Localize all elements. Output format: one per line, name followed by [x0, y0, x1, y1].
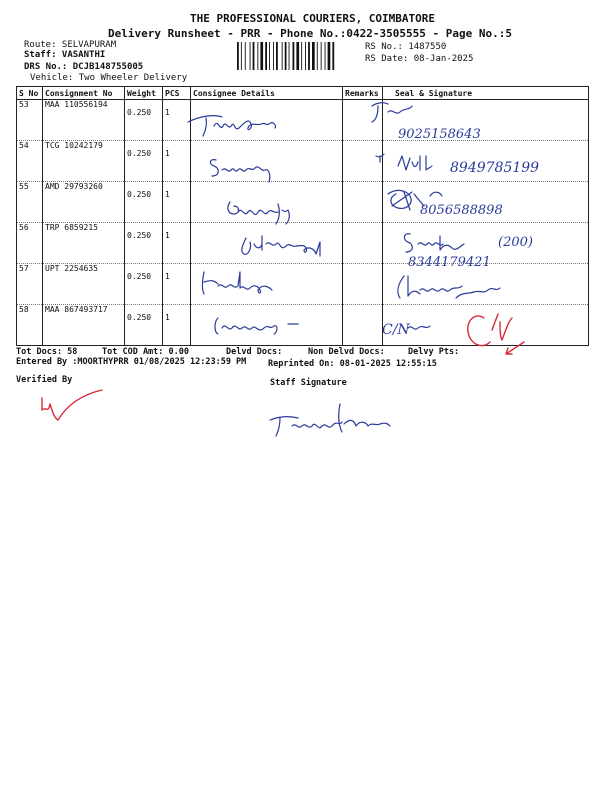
weight-value: 0.250	[127, 108, 152, 117]
non-delivered-docs: Non Delvd Docs:	[308, 347, 385, 357]
signature-row56-consignee	[242, 236, 320, 256]
delivered-docs: Delvd Docs:	[226, 347, 283, 357]
col-header-consignment: Consignment No	[43, 87, 125, 100]
cell-consignment: AMD 29793260	[43, 182, 125, 223]
signature-row58-consignee	[215, 318, 298, 334]
signature-row57-consignee	[203, 272, 273, 294]
cell-consignment: TRP 6859215	[43, 223, 125, 264]
signature-row54-seal-mark	[376, 154, 384, 162]
signature-row54-consignee	[210, 160, 269, 182]
rs-number: RS No.: 1487550	[365, 42, 447, 52]
cell-sno: 55	[17, 182, 43, 223]
col-header-sno: S No	[17, 87, 43, 100]
entered-by: Entered By :MOORTHYPRR 01/08/2025 12:23:59 PM	[16, 357, 247, 367]
handwritten-phone-row55: 8056588898	[420, 203, 503, 218]
pcs-value: 1	[165, 272, 170, 281]
signature-row54-seal	[398, 156, 432, 170]
verified-red-signature	[42, 390, 102, 420]
reprinted-on: Reprinted On: 08-01-2025 12:55:15	[268, 359, 437, 369]
col-header-seal-signature: Seal & Signature	[383, 87, 589, 100]
route-label: Route: SELVAPURAM	[24, 40, 117, 50]
pcs-value: 1	[165, 190, 170, 199]
col-header-pcs: PCS	[163, 87, 191, 100]
weight-value: 0.250	[127, 231, 152, 240]
vehicle-label: Vehicle: Two Wheeler Delivery	[30, 73, 188, 83]
cell-sno: 54	[17, 141, 43, 182]
pcs-value: 1	[165, 231, 170, 240]
red-arrow-mark	[506, 342, 524, 354]
weight-value: 0.250	[127, 190, 152, 199]
signature-row53-seal	[372, 103, 412, 122]
cell-consignment: MAA 110556194	[43, 100, 125, 141]
red-cn-mark	[468, 314, 512, 346]
staff-signature-label: Staff Signature	[270, 378, 347, 388]
pcs-value: 1	[165, 313, 170, 322]
handwritten-phone-row54: 8949785199	[450, 160, 540, 176]
handwritten-remark-row58: C/N	[382, 322, 410, 338]
cell-consignment: UPT 2254635	[43, 264, 125, 305]
cell-sno: 58	[17, 305, 43, 346]
signature-row53-consignee	[188, 116, 276, 136]
staff-signature-mark	[270, 404, 390, 436]
staff-label: Staff: VASANTHI	[24, 50, 106, 60]
weight-value: 0.250	[127, 313, 152, 322]
signature-row56-seal	[404, 234, 464, 252]
drs-number: DRS No.: DCJB148755005	[24, 62, 144, 72]
total-cod-amount: Tot COD Amt: 0.00	[102, 347, 189, 357]
cell-sno: 53	[17, 100, 43, 141]
handwritten-note-row56: (200)	[498, 235, 533, 250]
col-header-remarks: Remarks	[343, 87, 383, 100]
cell-sno: 57	[17, 264, 43, 305]
weight-value: 0.250	[127, 149, 152, 158]
signature-row55-consignee	[228, 202, 289, 224]
handwritten-phone-row56: 8344179421	[408, 255, 491, 270]
company-title: THE PROFESSIONAL COURIERS, COIMBATORE	[190, 12, 436, 25]
delivery-points: Delvy Pts:	[408, 347, 460, 357]
signature-row57-seal	[398, 276, 500, 298]
runsheet-subtitle: Delivery Runsheet - PRR - Phone No.:0422-3505555 - Page No.:5	[108, 27, 512, 40]
weight-value: 0.250	[127, 272, 152, 281]
col-header-weight: Weight	[125, 87, 163, 100]
col-header-consignee: Consignee Details	[191, 87, 343, 100]
rs-date: RS Date: 08-Jan-2025	[365, 54, 474, 64]
verified-by-label: Verified By	[16, 375, 73, 385]
cell-consignment: TCG 10242179	[43, 141, 125, 182]
cell-sno: 56	[17, 223, 43, 264]
total-docs: Tot Docs: 58	[16, 347, 78, 357]
handwritten-phone-row53: 9025158643	[398, 127, 481, 142]
pcs-value: 1	[165, 108, 170, 117]
cell-consignment: MAA 867493717	[43, 305, 125, 346]
pcs-value: 1	[165, 149, 170, 158]
signature-row58-seal-extra	[408, 326, 430, 329]
